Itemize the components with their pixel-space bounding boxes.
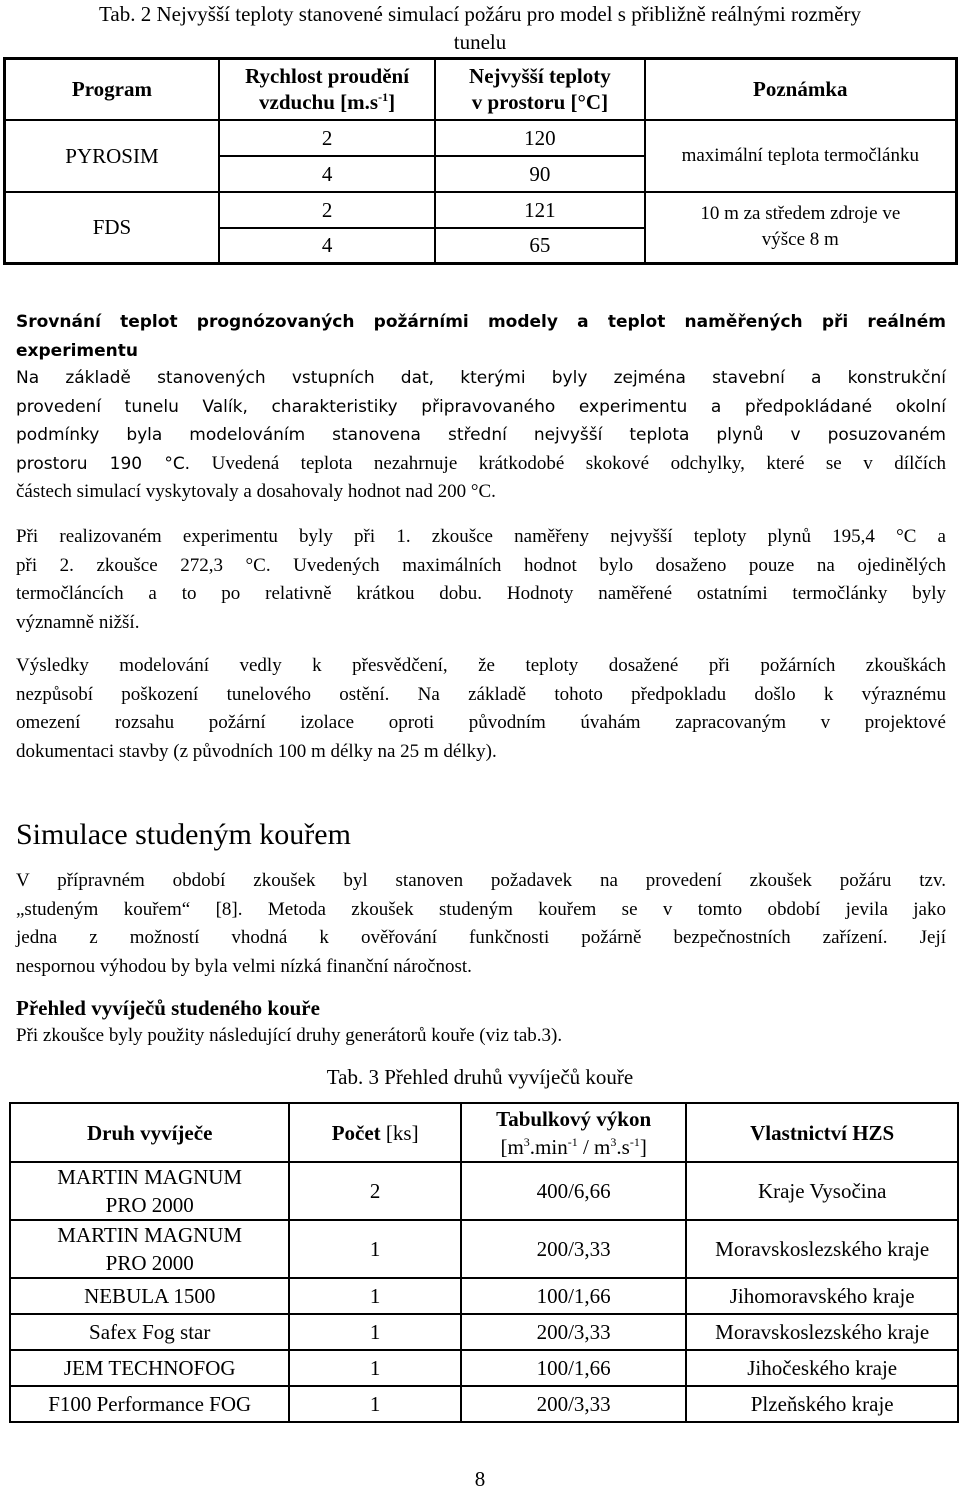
table3 <box>9 1102 959 1423</box>
header-air-speed-line2 <box>224 89 430 115</box>
cell-count: 1 <box>289 1314 461 1350</box>
paragraph-line: Při realizovaném experimentu byly při 1. zkoušce naměřeny nejvyšší teploty plynů 195,4 °C a <box>16 526 946 547</box>
cell-owner: Moravskoslezského kraje <box>686 1220 958 1278</box>
header-max-temp-line1: Nejvyšší teploty <box>469 64 611 89</box>
cell-type <box>10 1162 289 1220</box>
paragraph-line: částech simulací vyskytovaly a dosahovaly hodnot nad 200 °C. <box>16 481 496 502</box>
cell-owner: Jihočeského kraje <box>686 1350 958 1386</box>
paragraph-segment: Uvedená teplota nezahrnuje krátkodobé skokové odchylky, které se v dílčích <box>190 452 946 474</box>
paragraph-line: provedení tunelu Valík, charakteristiky připravovaného experimentu a předpokládané okolní <box>16 396 946 417</box>
header-air-speed-sup: -1 <box>378 90 389 105</box>
header-count <box>289 1103 461 1162</box>
cell-output: 100/1,66 <box>461 1278 686 1314</box>
table2-caption-line2: tunelu <box>453 30 507 54</box>
cell-speed: 4 <box>219 228 435 264</box>
section1-heading <box>16 308 946 366</box>
paragraph-line: podmínky byla modelováním stanovena střední nejvyšší teplota plynů v posuzovaném <box>16 425 946 445</box>
cell-count: 1 <box>289 1350 461 1386</box>
cell-count: 1 <box>289 1386 461 1422</box>
table-row <box>10 1386 958 1422</box>
cell-type: Safex Fog star <box>10 1314 289 1350</box>
unit-sup: -1 <box>567 1134 578 1149</box>
paragraph-line: při 2. zkoušce 272,3 °C. Uvedených maximálních hodnot bylo dosaženo pouze na ojedinělých <box>16 554 946 576</box>
header-output-line1: Tabulkový výkon <box>496 1106 652 1131</box>
table-row <box>10 1162 958 1220</box>
cell-output: 400/6,66 <box>461 1162 686 1220</box>
header-output <box>461 1103 686 1162</box>
unit-sup: 3 <box>523 1134 530 1149</box>
header-count-label: Počet <box>331 1120 381 1145</box>
cell-owner: Jihomoravského kraje <box>686 1278 958 1314</box>
cell-type-line2: PRO 2000 <box>105 1251 194 1275</box>
unit-sup: -1 <box>629 1134 640 1149</box>
table-row <box>10 1350 958 1386</box>
paragraph-line: Na základě stanovených vstupních dat, kterými byly zejména stavební a konstrukční <box>16 368 946 388</box>
table2-caption <box>10 0 950 56</box>
unit-part: .min <box>529 1134 568 1159</box>
paragraph-3 <box>16 652 946 766</box>
unit-part: [m <box>500 1134 524 1159</box>
header-air-speed-unit: vzduchu [m.s <box>259 90 379 115</box>
page-number: 8 <box>474 1467 486 1491</box>
table3-header-row <box>10 1103 958 1162</box>
paragraph-line: nespornou výhodou by byla velmi nízká finanční náročnost. <box>16 955 472 977</box>
cell-note-line1: 10 m za středem zdroje ve <box>700 203 901 225</box>
header-note: Poznámka <box>645 59 957 120</box>
section3-heading: Přehled vyvíječů studeného kouře <box>16 996 320 1020</box>
paragraph-line <box>16 450 946 479</box>
table2-header-row <box>5 59 957 120</box>
cell-count: 2 <box>289 1162 461 1220</box>
cell-type <box>10 1220 289 1278</box>
cell-owner: Plzeňského kraje <box>686 1386 958 1422</box>
cell-temp: 120 <box>435 120 644 156</box>
cell-note <box>645 192 957 264</box>
table-row <box>5 192 957 228</box>
header-type: Druh vyvíječe <box>10 1103 289 1162</box>
paragraph-line: nezpůsobí poškození tunelového ostění. Na základě tohoto předpokladu došlo k výraznému <box>16 683 946 705</box>
cell-type-line1: MARTIN MAGNUM <box>57 1165 243 1189</box>
cell-program: FDS <box>5 192 219 264</box>
table-row <box>10 1220 958 1278</box>
paragraph-line: významně nižší. <box>16 611 140 633</box>
paragraph-line: jedna z možností vhodná k ověřování funkčnosti požárně bezpečnostních zařízení. Její <box>16 927 946 948</box>
table2 <box>3 57 958 265</box>
table3-caption: Tab. 3 Přehled druhů vyvíječů kouře <box>326 1065 634 1089</box>
paragraph-line: Výsledky modelování vedly k přesvědčení, že teploty dosažené při požárních zkouškách <box>16 655 946 676</box>
unit-part: .s <box>616 1134 630 1159</box>
paragraph-line: V přípravném období zkoušek byl stanoven požadavek na provedení zkoušek požáru tzv. <box>16 870 946 891</box>
header-owner: Vlastnictví HZS <box>686 1103 958 1162</box>
section2-paragraph <box>16 867 946 981</box>
unit-part: / m <box>577 1134 611 1159</box>
cell-type: F100 Performance FOG <box>10 1386 289 1422</box>
cell-output: 200/3,33 <box>461 1220 686 1278</box>
cell-count: 1 <box>289 1278 461 1314</box>
cell-program: PYROSIM <box>5 120 219 192</box>
paragraph-2 <box>16 523 946 637</box>
header-max-temp-line2: v prostoru [°C] <box>471 90 609 115</box>
cell-speed: 2 <box>219 120 435 156</box>
header-output-line2 <box>466 1133 681 1161</box>
cell-output: 200/3,33 <box>461 1386 686 1422</box>
cell-owner: Kraje Vysočina <box>686 1162 958 1220</box>
section2-title: Simulace studeným kouřem <box>16 818 351 851</box>
cell-count: 1 <box>289 1220 461 1278</box>
cell-type: JEM TECHNOFOG <box>10 1350 289 1386</box>
cell-temp: 90 <box>435 156 644 192</box>
header-max-temp <box>435 59 644 120</box>
cell-note-line2: výšce 8 m <box>761 229 839 251</box>
cell-note: maximální teplota termočlánku <box>645 120 957 192</box>
unit-part: ] <box>639 1134 647 1159</box>
cell-type: NEBULA 1500 <box>10 1278 289 1314</box>
table-row <box>10 1278 958 1314</box>
header-air-speed <box>219 59 435 120</box>
section3-intro: Při zkoušce byly použity následující druhy generátorů kouře (viz tab.3). <box>16 1025 563 1046</box>
paragraph-line: termočláncích a to po relativně krátkou dobu. Hodnoty naměřené ostatními termočlánky byly <box>16 583 946 604</box>
cell-owner: Moravskoslezského kraje <box>686 1314 958 1350</box>
header-air-speed-close: ] <box>388 90 396 115</box>
table-row <box>5 120 957 156</box>
cell-type-line2: PRO 2000 <box>105 1193 194 1217</box>
cell-speed: 2 <box>219 192 435 228</box>
cell-temp: 65 <box>435 228 644 264</box>
section1-heading-line1: Srovnání teplot prognózovaných požárními modely a teplot naměřených při reálném <box>16 312 946 332</box>
paragraph-line: dokumentaci stavby (z původních 100 m délky na 25 m délky). <box>16 740 497 762</box>
cell-type-line1: MARTIN MAGNUM <box>57 1223 243 1247</box>
cell-temp: 121 <box>435 192 644 228</box>
header-air-speed-line1: Rychlost proudění <box>245 64 410 89</box>
header-program: Program <box>5 59 219 120</box>
header-count-unit: [ks] <box>380 1120 419 1145</box>
unit-sup: 3 <box>610 1134 617 1149</box>
table2-caption-line1: Tab. 2 Nejvyšší teploty stanovené simulací požáru pro model s přibližně reálnými rozměry <box>99 2 861 26</box>
paragraph-line: omezení rozsahu požární izolace oproti původním úvahám zapracovaným v projektové <box>16 712 946 733</box>
paragraph-line: „studeným kouřem“ [8]. Metoda zkoušek studeným kouřem se v tomto období jevila jako <box>16 898 946 920</box>
cell-speed: 4 <box>219 156 435 192</box>
table-row <box>10 1314 958 1350</box>
cell-output: 200/3,33 <box>461 1314 686 1350</box>
section1-paragraph <box>16 364 946 507</box>
section1-heading-line2: experimentu <box>16 341 138 361</box>
paragraph-segment: prostoru 190 °C. <box>16 453 191 474</box>
cell-output: 100/1,66 <box>461 1350 686 1386</box>
